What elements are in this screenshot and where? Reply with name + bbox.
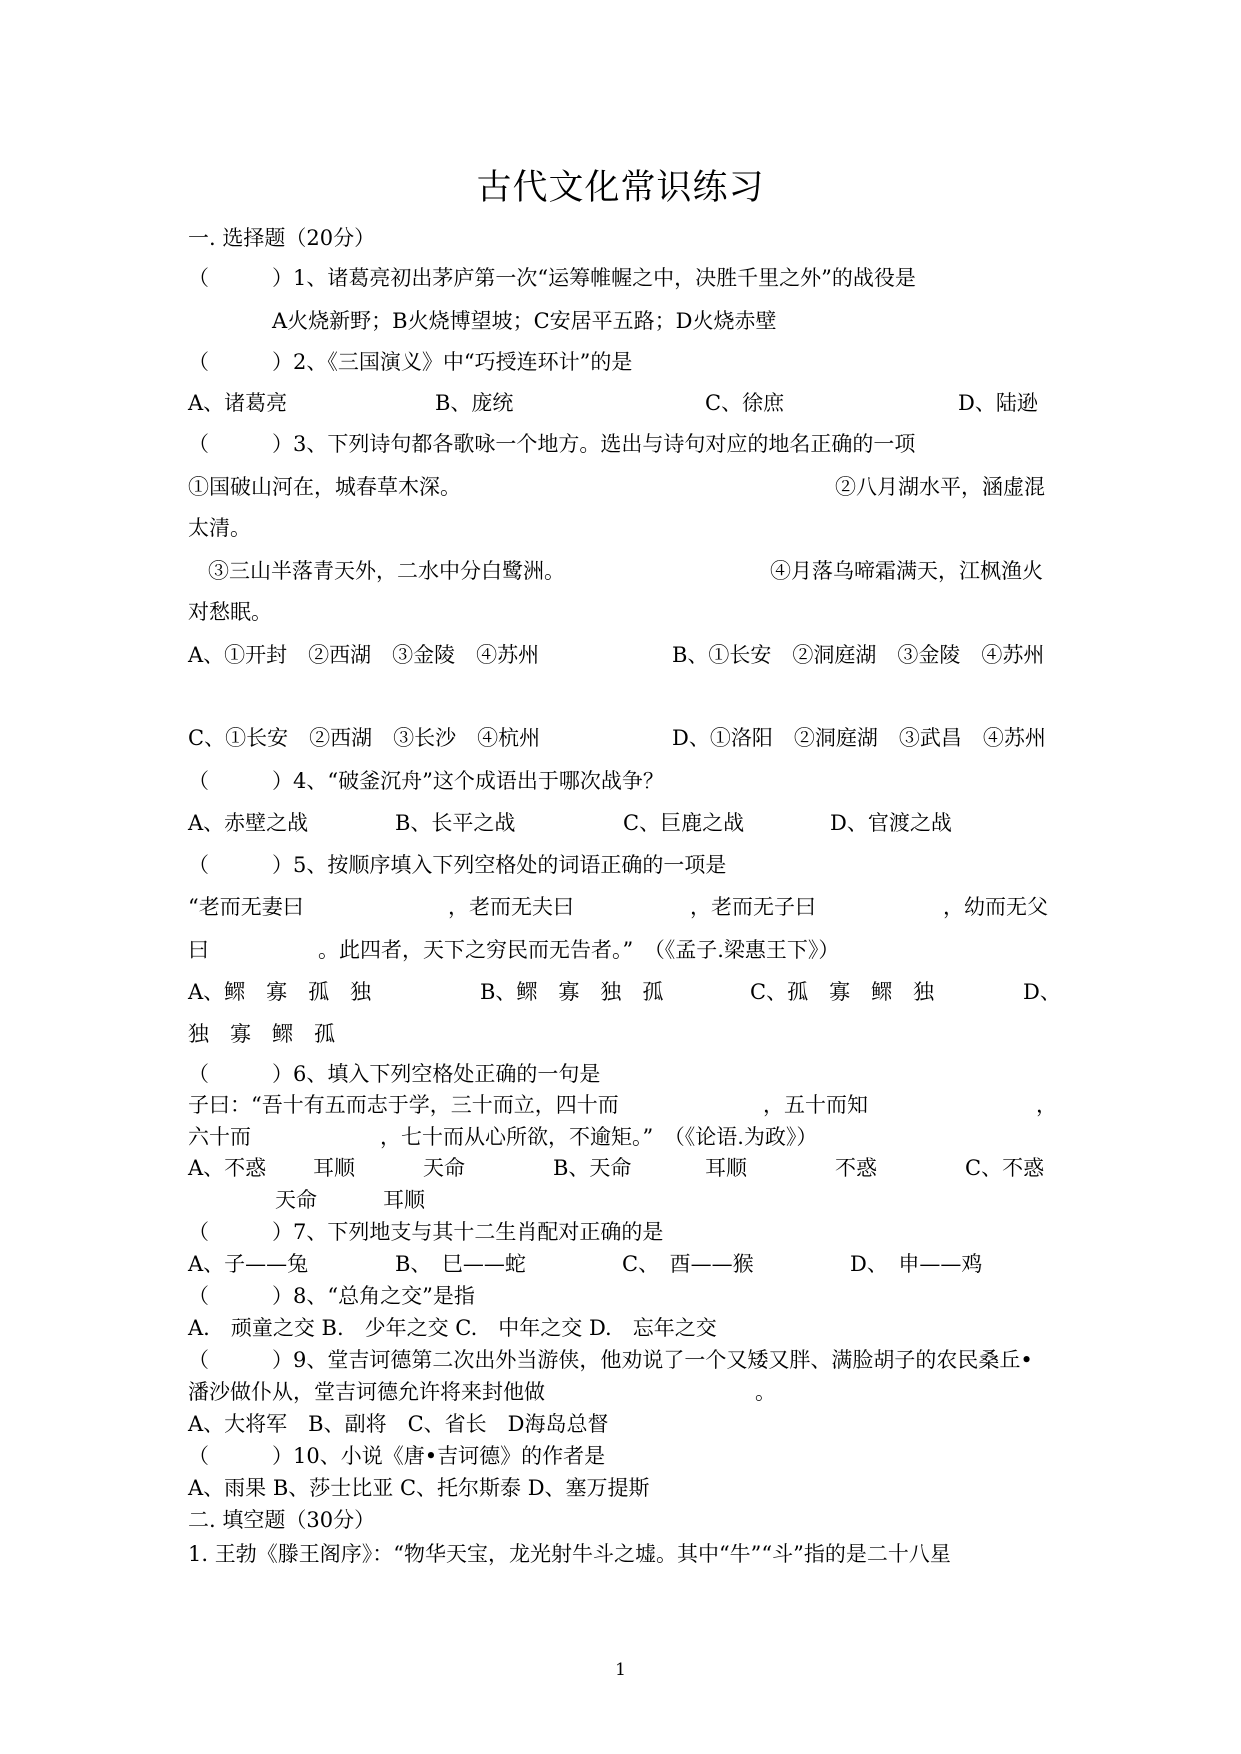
question-3-option-a: A、①开封 ②西湖 ③金陵 ④苏州 — [188, 643, 540, 667]
question-5-text-5: 曰 — [188, 938, 209, 962]
question-6-option-a-3: 天命 — [423, 1156, 465, 1180]
question-6-text-1: 子曰：“吾十有五而志于学，三十而立，四十而 — [188, 1093, 619, 1117]
question-4-option-b: B、长平之战 — [395, 811, 516, 835]
question-7-option-d: D、 申——鸡 — [850, 1252, 983, 1276]
question-7-option-c: C、 酉——猴 — [622, 1252, 754, 1276]
question-5-text-1: “老而无妻曰 — [188, 895, 304, 919]
question-3-poem-3: ③三山半落青天外，二水中分白鹭洲。 — [208, 559, 565, 583]
question-6-text-2: ，五十而知 — [763, 1093, 868, 1117]
question-4-option-c: C、巨鹿之战 — [623, 811, 745, 835]
question-7-option-b: B、 巳——蛇 — [395, 1252, 526, 1276]
question-6-text-4: 六十而 — [188, 1125, 251, 1149]
question-8-options: A. 顽童之交 B. 少年之交 C. 中年之交 D. 忘年之交 — [188, 1316, 717, 1340]
question-4-option-a: A、赤壁之战 — [188, 811, 309, 835]
question-2-option-d: D、陆逊 — [958, 391, 1038, 415]
question-9-cont: 潘沙做仆从，堂吉诃德允许将来封他做 。 — [188, 1380, 776, 1404]
question-1-options: A火烧新野；B火烧博望坡；C安居平五路；D火烧赤壁 — [272, 309, 777, 333]
question-9: （ ）9、堂吉诃德第二次出外当游侠，他劝说了一个又矮又胖、满脸胡子的农民桑丘• — [188, 1348, 1033, 1372]
question-6-option-b-2: 耳顺 — [705, 1156, 747, 1180]
question-6-option-c-2: 天命 — [275, 1188, 317, 1212]
question-4: （ ）4、“破釜沉舟”这个成语出于哪次战争？ — [188, 769, 664, 793]
question-7-option-a: A、子——兔 — [188, 1252, 309, 1276]
question-9-options: A、大将军 B、副将 C、省长 D海岛总督 — [188, 1412, 609, 1436]
question-4-option-d: D、官渡之战 — [830, 811, 952, 835]
question-5-text-4: ，幼而无父 — [943, 895, 1048, 919]
question-6-option-c-1: C、不惑 — [965, 1156, 1045, 1180]
question-8: （ ）8、“总角之交”是指 — [188, 1284, 475, 1308]
question-3-option-c: C、①长安 ②西湖 ③长沙 ④杭州 — [188, 726, 541, 750]
page-number: 1 — [615, 1660, 626, 1680]
question-2: （ ）2、《三国演义》中“巧授连环计”的是 — [188, 350, 633, 374]
question-6-option-c-3: 耳顺 — [383, 1188, 425, 1212]
section-heading-fill: 二. 填空题（30分） — [188, 1508, 376, 1532]
question-5-text-3: ，老而无子曰 — [690, 895, 816, 919]
section-heading-choice: 一. 选择题（20分） — [188, 226, 376, 250]
question-5-option-d-cont: 独 寡 鳏 孤 — [188, 1022, 335, 1046]
question-5-option-d: D、 — [1023, 980, 1061, 1004]
question-3-poem-4-cont: 对愁眠。 — [188, 600, 272, 624]
question-6-text-5: ，七十而从心所欲，不逾矩。” （《论语.为政》） — [380, 1125, 818, 1149]
question-3-poem-4: ④月落乌啼霜满天，江枫渔火 — [770, 559, 1043, 583]
question-5-text-6: 。此四者，天下之穷民而无告者。” （《孟子.梁惠王下》） — [318, 938, 840, 962]
question-3-option-b: B、①长安 ②洞庭湖 ③金陵 ④苏州 — [672, 643, 1045, 667]
question-6-text-3: ， — [1036, 1093, 1057, 1117]
question-3-poem-2-cont: 太清。 — [188, 516, 251, 540]
question-6: （ ）6、填入下列空格处正确的一句是 — [188, 1062, 601, 1086]
question-5-option-a: A、鳏 寡 孤 独 — [188, 980, 372, 1004]
question-6-option-a-2: 耳顺 — [313, 1156, 355, 1180]
question-10-options: A、雨果 B、莎士比亚 C、托尔斯泰 D、塞万提斯 — [188, 1476, 650, 1500]
fill-question-1: 1. 王勃《滕王阁序》：“物华天宝，龙光射牛斗之墟。其中“牛”“斗”指的是二十八星 — [188, 1542, 951, 1566]
question-10: （ ）10、小说《唐•吉诃德》的作者是 — [188, 1444, 606, 1468]
question-3-option-d: D、①洛阳 ②洞庭湖 ③武昌 ④苏州 — [672, 726, 1046, 750]
question-1: （ ）1、诸葛亮初出茅庐第一次“运筹帷幄之中，决胜千里之外”的战役是 — [188, 266, 916, 290]
question-2-option-a: A、诸葛亮 — [188, 391, 288, 415]
question-3-poem-2: ②八月湖水平，涵虚混 — [835, 475, 1045, 499]
question-3-poem-1: ①国破山河在，城春草木深。 — [188, 475, 461, 499]
question-6-option-b-3: 不惑 — [835, 1156, 877, 1180]
question-3: （ ）3、下列诗句都各歌咏一个地方。选出与诗句对应的地名正确的一项 — [188, 432, 916, 456]
question-7: （ ）7、下列地支与其十二生肖配对正确的是 — [188, 1220, 664, 1244]
question-5-text-2: ，老而无夫曰 — [448, 895, 574, 919]
question-6-option-a-1: A、不惑 — [188, 1156, 267, 1180]
question-2-option-c: C、徐庶 — [705, 391, 785, 415]
question-5-option-c: C、孤 寡 鳏 独 — [750, 980, 935, 1004]
question-5: （ ）5、按顺序填入下列空格处的词语正确的一项是 — [188, 853, 727, 877]
question-6-option-b-1: B、天命 — [553, 1156, 632, 1180]
question-2-option-b: B、庞统 — [435, 391, 514, 415]
question-5-option-b: B、鳏 寡 独 孤 — [480, 980, 664, 1004]
document-title: 古代文化常识练习 — [476, 168, 765, 208]
